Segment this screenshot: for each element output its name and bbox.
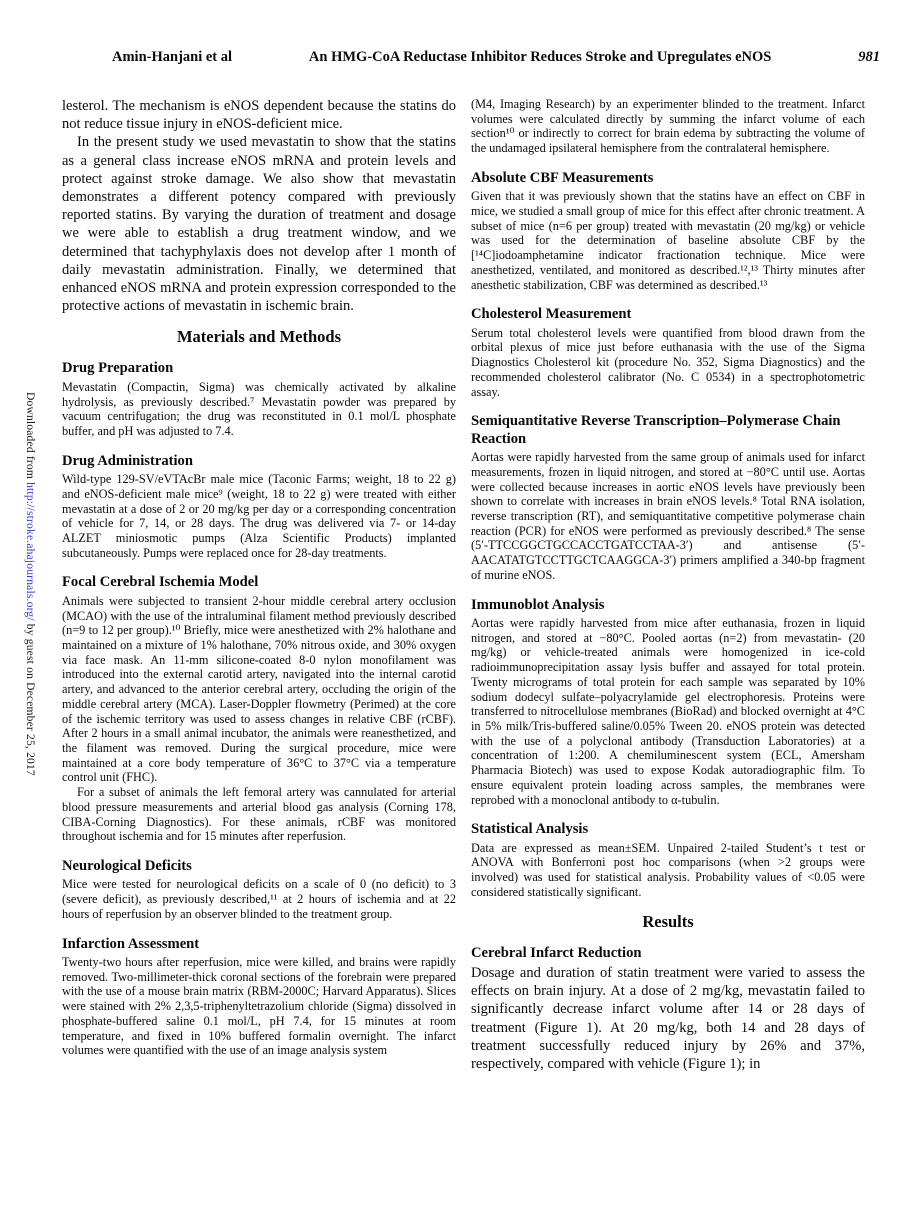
subsection-heading-drug-administration: Drug Administration [62, 452, 193, 469]
section-heading-results: Results [642, 911, 694, 931]
running-head-title: An HMG-CoA Reductase Inhibitor Reduces Stroke and Upregulates eNOS [308, 49, 772, 65]
paragraph-infarction-assessment: Twenty-two hours after reperfusion, mice were killed, and brains were rapidly removed. Two-millimeter-thick coronal sections of the forebrain were prepared with the use of a mouse brain matrix (RBM-2000C; Harvard Apparatus). Slices were stained with 2% 2,3,5-triphenyltetrazolium chloride (Sigma) dissolved in phosphate-buffered saline 0.1 mol/L, pH 7.4, for 15 minutes at room temperature, and fixed in 10% buffered formalin overnight. The infarct volumes were quantified with the use of an image analysis system [62, 955, 456, 1058]
subsection-heading-drug-preparation: Drug Preparation [62, 360, 174, 377]
subsection-heading-absolute-cbf-measurements: Absolute CBF Measurements [471, 169, 654, 186]
paragraph-rt-pcr: Aortas were rapidly harvested from the same group of animals used for infarct measurements, frozen in liquid nitrogen, and stored at −80°C until use. Aortas were collected because increases in aortic eNOS levels have previously been shown to correlate with increases in brain eNOS levels.⁸ Total RNA isolation, reverse transcription (RT), and semiquantitative competitive polymerase chain reaction (PCR) for eNOS were performed as previously described.⁸ The sense (5′-TTCCGGCTGCCACCTGATCCTAA-3′) and antisense (5′-AACATATGTCCTTGCTCAAGGCA-3′) primers amplified a 340-bp fragment of murine eNOS. [471, 450, 865, 582]
paragraph-cerebral-infarct-reduction: Dosage and duration of statin treatment were varied to assess the effects on brain injury. At a dose of 2 mg/kg, mevastatin failed to significantly decrease infarct volume after 14 or 28 days of treatment (Figure 1). At 20 mg/kg, both 14 and 28 days of treatment successfully reduced injury by 26% and 37%, respectively, compared with vehicle (Figure 1); in [471, 965, 865, 1073]
subsection-heading-neurological-deficits: Neurological Deficits [62, 857, 192, 874]
paragraph-present-study: In the present study we used mevastatin to show that the statins as a general class increase eNOS mRNA and protein levels and protect against stroke damage. We also show that mevastatin demonstrates a different potency compared with previously reported statins. By varying the duration of treatment and dosage we were able to establish a drug treatment window, and we determined that tachyphylaxis does not develop after 1 month of daily mevastatin administration. Finally, we determined that enhanced eNOS mRNA and protein expression corresponded to the protective actions of mevastatin in ischemic brain. [62, 134, 456, 315]
paragraph-focal-model-2: For a subset of animals the left femoral artery was cannulated for arterial blood pressure measurements and arterial blood gas analysis (Corning 178, CIBA-Corning Diagnostics). For these animals, rCBF was monitored throughout ischemia and for 15 minutes after reperfusion. [62, 785, 456, 844]
subsection-heading-cerebral-infarct-reduction: Cerebral Infarct Reduction [471, 944, 642, 961]
subsection-heading-infarction-assessment: Infarction Assessment [62, 935, 200, 952]
paragraph-neurological-deficits: Mice were tested for neurological deficits on a scale of 0 (no deficit) to 3 (severe deficit), as previously described,¹¹ at 2 hours of ischemia and at 22 hours of reperfusion by an observer blinded to the treatment group. [62, 877, 456, 921]
watermark-url-link[interactable]: http://stroke.ahajournals.org/ [24, 482, 36, 621]
watermark-suffix: by guest on December 25, 2017 [24, 620, 36, 776]
paragraph-continuation-lesterol: lesterol. The mechanism is eNOS dependent because the statins do not reduce tissue injury in eNOS-deficient mice. [62, 98, 456, 133]
page-number: 981 [858, 49, 880, 65]
paragraph-cholesterol-measurement: Serum total cholesterol levels were quantified from blood drawn from the orbital plexus of mice just before euthanasia with the use of the Sigma Diagnostics Cholesterol kit (procedure No. 352, Sigma Diagnostics) and the recommended cholesterol calibrator (No. C 0534) in a spectrophotometric assay. [471, 325, 865, 399]
subsection-heading-immunoblot-analysis: Immunoblot Analysis [471, 596, 605, 613]
section-heading-materials-and-methods: Materials and Methods [176, 327, 342, 347]
watermark-prefix: Downloaded from [24, 392, 36, 483]
subsection-heading-statistical-analysis: Statistical Analysis [471, 821, 589, 838]
paragraph-immunoblot-analysis: Aortas were rapidly harvested from mice after euthanasia, frozen in liquid nitrogen, and stored at −80°C. Pooled aortas (n=2) from mevastatin- (20 mg/kg) or vehicle-treated animals were homogenized in ice-cold radioimmunoprecipitation assay lysis buffer and assayed for total protein. Twenty micrograms of total protein for each sample was separated by 10% sodium dodecyl sulfate–polyacrylamide gel electrophoresis. Proteins were transferred to nitrocellulose membranes (BioRad) and blocked overnight at 4°C in 5% milk/Tris-buffered saline/0.05% Tween 20. eNOS protein was detected with the use of a polyclonal antibody (Transduction Laboratories) at a concentration of 1:200. A chemiluminescent system (ECL, Amersham Pharmacia Biotech) was used to expose Kodak autoradiographic film. To ensure equivalent protein loading across samples, the membranes were reprobed with a monoclonal antibody to α-tubulin. [471, 616, 865, 807]
running-head-authors: Amin-Hanjani et al [112, 49, 233, 65]
paragraph-drug-administration: Wild-type 129-SV/eVTAcBr male mice (Taconic Farms; weight, 18 to 22 g) and eNOS-deficient male mice⁹ (weight, 18 to 22 g) were treated with either mevastatin at a dose of 2 or 20 mg/kg per day or a corresponding concentration of vehicle for 7, 14, or 28 days. The drug was delivered via 7- or 14-day ALZET miniosmotic pumps (Alza Scientific Products) implanted subcutaneously. Pumps were replaced once for 28-day treatments. [62, 472, 456, 560]
paragraph-drug-preparation: Mevastatin (Compactin, Sigma) was chemically activated by alkaline hydrolysis, as previously described.⁷ Mevastatin powder was prepared by vacuum centrifugation; the drug was reconstituted in 0.1 mol/L phosphate buffer, and pH was adjusted to 7.4. [62, 379, 456, 439]
two-column-body [62, 97, 865, 1073]
subsection-heading-cholesterol-measurement: Cholesterol Measurement [471, 306, 632, 323]
subsection-heading-rt-pcr: Semiquantitative Reverse Transcription–Polymerase Chain Reaction [471, 413, 841, 447]
running-head [112, 49, 880, 66]
paragraph-absolute-cbf: Given that it was previously shown that the statins have an effect on CBF in mice, we studied a small group of mice for this effect after chronic treatment. A subset of mice (n=6 per group) treated with mevastatin (20 mg/kg) or vehicle was used for the determination of baseline absolute CBF by the [¹⁴C]iodoamphetamine indicator fractionation technique. Mice were anesthetized, ventilated, and monitored as described.¹²,¹³ Thirty minutes after anesthetic stabilization, CBF was determined as described.¹³ [471, 189, 865, 292]
paragraph-statistical-analysis: Data are expressed as mean±SEM. Unpaired 2-tailed Student’s t test or ANOVA with Bonferroni post hoc comparisons (when >2 groups were involved) was used for statistical analysis. Probability values of <0.05 were considered statistically significant. [471, 840, 865, 899]
subsection-heading-focal-cerebral-ischemia-model: Focal Cerebral Ischemia Model [62, 574, 259, 591]
paragraph-continuation-m4: (M4, Imaging Research) by an experimenter blinded to the treatment. Infarct volumes were calculated directly by summing the infarct volume of each section¹⁰ or indirectly to correct for brain edema by subtracting the volume of the undamaged ipsilateral hemisphere from the contralateral hemisphere. [471, 97, 865, 156]
right-column [471, 97, 865, 1073]
left-column [62, 97, 456, 1073]
paragraph-focal-model-1: Animals were subjected to transient 2-hour middle cerebral artery occlusion (MCAO) with the use of the intraluminal filament method previously described (n=9 to 12 per group).¹⁰ Briefly, mice were anesthetized with 2% halothane and maintained on a mixture of 1% halothane, 70% nitrous oxide, and 30% oxygen via face mask. An 11-mm silicone-coated 8-0 nylon monofilament was introduced into the external carotid artery, navigated into the internal carotid artery, and advanced to the anterior cerebral artery, occluding the origin of the middle cerebral artery (MCA). Laser-Doppler flowmetry (Perimed) at the core of the ischemic territory was used to assess changes in relative CBF (rCBF). After 2 hours in a small animal incubator, the animals were reanesthetized, and the filament was removed. During the surgical procedure, mice were maintained at a core body temperature of 36°C to 37°C via a temperature control unit (FHC). [62, 593, 456, 785]
download-watermark [24, 392, 36, 776]
